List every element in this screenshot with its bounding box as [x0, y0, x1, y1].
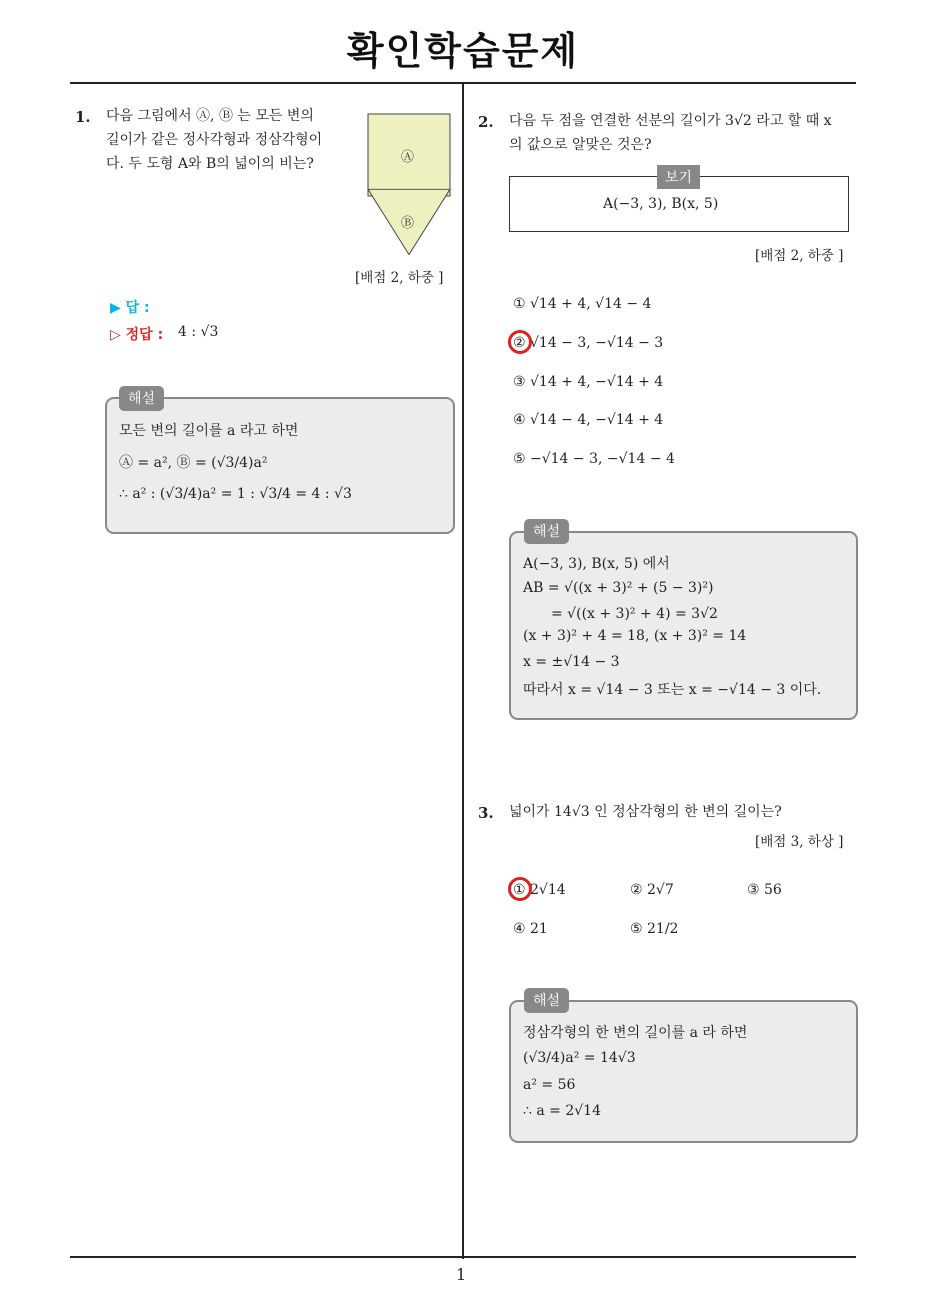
question-2-number: 2. — [478, 113, 494, 131]
q2-explain-line-6: 따라서 x = √14 − 3 또는 x = −√14 − 3 이다. — [523, 682, 822, 698]
correct-value: 4 : √3 — [178, 324, 219, 340]
q2-choice-4[interactable]: ④ √14 − 4, −√14 + 4 — [513, 412, 664, 428]
question-3-text: 넓이가 14√3 인 정삼각형의 한 변의 길이는? — [509, 804, 782, 820]
figure-label-a: Ⓐ — [401, 150, 415, 165]
q3-selected-mark — [508, 877, 532, 901]
q2-choice-2[interactable]: ② √14 − 3, −√14 − 3 — [513, 335, 664, 351]
q3-choice-2[interactable]: ② 2√7 — [630, 882, 674, 898]
answer-label: ▶ 답 : — [110, 300, 150, 316]
question-1-explanation-tab: 해설 — [119, 386, 164, 411]
q1-explain-line-1: 모든 변의 길이를 a 라고 하면 — [119, 423, 299, 439]
question-2-score: [배점 2, 하중 ] — [755, 248, 844, 264]
correct-label: ▷ 정답 : — [110, 327, 164, 343]
q3-choice-5[interactable]: ⑤ 21/2 — [630, 921, 679, 937]
question-1-line-3: 다. 두 도형 A와 B의 넓이의 비는? — [106, 156, 314, 172]
question-1-line-2: 길이가 같은 정사각형과 정삼각형이 — [106, 132, 323, 148]
question-3-number: 3. — [478, 804, 494, 822]
q3-explain-line-3: a² = 56 — [523, 1077, 576, 1093]
q2-choice-1[interactable]: ① √14 + 4, √14 − 4 — [513, 296, 652, 312]
q1-explain-line-3: ∴ a² : (√3/4)a² = 1 : √3/4 = 4 : √3 — [119, 486, 352, 502]
figure-label-b: Ⓑ — [401, 216, 415, 231]
question-1-number: 1. — [75, 108, 91, 126]
q2-choice-3[interactable]: ③ √14 + 4, −√14 + 4 — [513, 374, 664, 390]
bottom-divider — [70, 1256, 856, 1258]
question-2-line-2: 의 값으로 알맞은 것은? — [509, 137, 652, 153]
bogi-tab: 보기 — [657, 165, 700, 189]
question-1-text — [106, 104, 356, 176]
q2-explain-line-4: (x + 3)² + 4 = 18, (x + 3)² = 14 — [523, 628, 747, 644]
page-title: 확인학습문제 — [346, 29, 580, 73]
q3-choice-1[interactable]: ① 2√14 — [513, 882, 566, 898]
q3-explain-line-1: 정삼각형의 한 변의 길이를 a 라 하면 — [523, 1025, 748, 1041]
q1-explain-line-2: Ⓐ = a², Ⓑ = (√3/4)a² — [119, 455, 268, 471]
q3-choice-3[interactable]: ③ 56 — [747, 882, 782, 898]
column-divider — [462, 83, 464, 1259]
q3-choice-4[interactable]: ④ 21 — [513, 921, 548, 937]
question-1-score: [배점 2, 하중 ] — [355, 270, 444, 286]
q2-explain-line-3: = √((x + 3)² + 4) = 3√2 — [551, 606, 718, 622]
bogi-text: A(−3, 3), B(x, 5) — [603, 196, 719, 212]
q2-selected-mark — [508, 330, 532, 354]
q2-choice-5[interactable]: ⑤ −√14 − 3, −√14 − 4 — [513, 451, 675, 467]
q3-explain-line-4: ∴ a = 2√14 — [523, 1103, 601, 1119]
question-2-line-1: 다음 두 점을 연결한 선분의 길이가 3√2 라고 할 때 x — [509, 113, 832, 129]
q3-explain-line-2: (√3/4)a² = 14√3 — [523, 1050, 636, 1066]
question-2-text — [509, 109, 859, 157]
question-3-score: [배점 3, 하상 ] — [755, 834, 844, 850]
q2-explain-line-2: AB = √((x + 3)² + (5 − 3)²) — [523, 580, 714, 596]
page-number: 1 — [456, 1265, 467, 1284]
q2-explain-line-1: A(−3, 3), B(x, 5) 에서 — [523, 556, 670, 572]
q2-explain-line-5: x = ±√14 − 3 — [523, 654, 620, 670]
question-1-line-1: 다음 그림에서 Ⓐ, Ⓑ 는 모든 변의 — [106, 108, 314, 124]
square-triangle-figure — [365, 112, 455, 262]
question-3-explanation-tab: 해설 — [524, 988, 569, 1013]
question-2-explanation-tab: 해설 — [524, 519, 569, 544]
